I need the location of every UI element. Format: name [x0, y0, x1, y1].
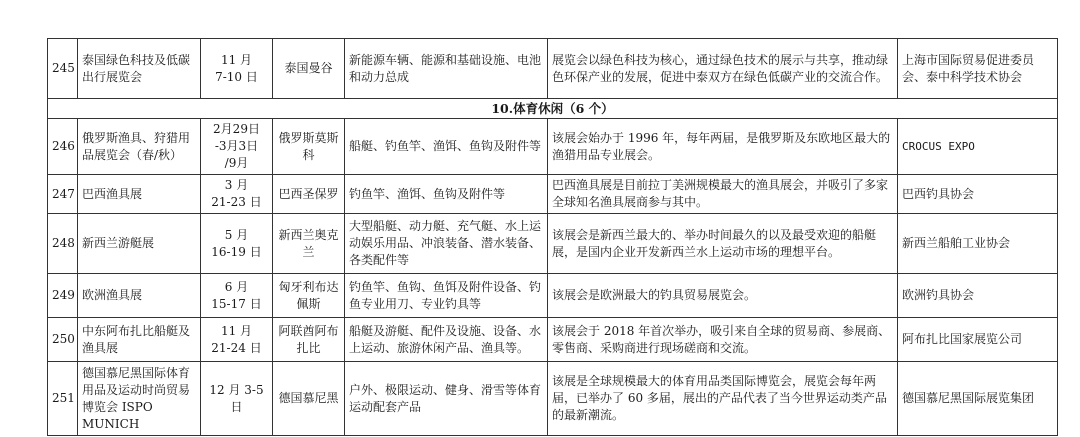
exhibition-place: 匈牙利布达佩斯: [273, 274, 345, 318]
exhibition-place: 新西兰奥克兰: [273, 214, 345, 274]
exhibition-intro: 展览会以绿色科技为核心，通过绿色技术的展示与共享，推动绿色环保产业的发展，促进中泰双方在绿色低碳产业的交流合作。: [548, 39, 898, 99]
exhibition-name: 泰国绿色科技及低碳出行展览会: [78, 39, 201, 99]
exhibition-date: 11 月 21-24 日: [201, 318, 273, 362]
exhibition-organizer: 欧洲钓具协会: [898, 274, 1058, 318]
exhibition-name: 俄罗斯渔具、狩猎用品展览会（春/秋）: [78, 119, 201, 175]
row-number: 249: [48, 274, 78, 318]
exhibition-date: 12 月 3-5 日: [201, 362, 273, 436]
exhibition-scope: 钓鱼竿、渔饵、鱼钩及附件等: [345, 175, 548, 214]
exhibition-intro: 该展会是欧洲最大的钓具贸易展览会。: [548, 274, 898, 318]
exhibition-date: 3 月 21-23 日: [201, 175, 273, 214]
row-number: 248: [48, 214, 78, 274]
exhibition-place: 俄罗斯莫斯科: [273, 119, 345, 175]
section-row: [48, 99, 1058, 119]
exhibition-scope: 船艇、钓鱼竿、渔饵、鱼钩及附件等: [345, 119, 548, 175]
exhibition-organizer: 上海市国际贸易促进委员会、泰中科学技术协会: [898, 39, 1058, 99]
exhibition-place: 巴西圣保罗: [273, 175, 345, 214]
exhibition-organizer: 德国慕尼黑国际展览集团: [898, 362, 1058, 436]
exhibition-scope: 钓鱼竿、鱼钩、鱼饵及附件设备、钓鱼专业用刀、专业钓具等: [345, 274, 548, 318]
table-row: [48, 175, 1058, 214]
exhibition-date: 5 月 16-19 日: [201, 214, 273, 274]
table-row: [48, 214, 1058, 274]
exhibition-intro: 巴西渔具展是目前拉丁美洲规模最大的渔具展会，并吸引了多家全球知名渔具展商参与其中。: [548, 175, 898, 214]
exhibition-scope: 船艇及游艇、配件及设施、设备、水上运动、旅游休闲产品、渔具等。: [345, 318, 548, 362]
row-number: 245: [48, 39, 78, 99]
exhibition-name: 巴西渔具展: [78, 175, 201, 214]
exhibition-name: 新西兰游艇展: [78, 214, 201, 274]
table-row: [48, 39, 1058, 99]
exhibition-scope: 户外、极限运动、健身、滑雪等体育运动配套产品: [345, 362, 548, 436]
table-row: [48, 274, 1058, 318]
exhibition-date: 2月29日 -3月3日 /9月: [201, 119, 273, 175]
exhibition-organizer: 巴西钓具协会: [898, 175, 1058, 214]
exhibition-date: 11 月 7-10 日: [201, 39, 273, 99]
exhibition-organizer: 阿布扎比国家展览公司: [898, 318, 1058, 362]
exhibition-organizer: CROCUS EXPO: [898, 119, 1058, 175]
table-row: [48, 119, 1058, 175]
exhibition-scope: 大型船艇、动力艇、充气艇、水上运动娱乐用品、冲浪装备、潜水装备、各类配件等: [345, 214, 548, 274]
exhibition-scope: 新能源车辆、能源和基础设施、电池和动力总成: [345, 39, 548, 99]
exhibition-organizer: 新西兰船舶工业协会: [898, 214, 1058, 274]
exhibition-intro: 该展会始办于 1996 年，每年两届，是俄罗斯及东欧地区最大的渔猎用品专业展会。: [548, 119, 898, 175]
exhibition-table: [47, 38, 1058, 436]
table-row: [48, 362, 1058, 436]
row-number: 246: [48, 119, 78, 175]
exhibition-intro: 该展会是新西兰最大的、举办时间最久的以及最受欢迎的船艇展，是国内企业开发新西兰水上运动市场的理想平台。: [548, 214, 898, 274]
exhibition-place: 德国慕尼黑: [273, 362, 345, 436]
exhibition-intro: 该展是全球规模最大的体育用品类国际博览会，展览会每年两届，已举办了 60 多届，展出的产品代表了当今世界运动类产品的最新潮流。: [548, 362, 898, 436]
exhibition-name: 德国慕尼黑国际体育用品及运动时尚贸易博览会 ISPO MUNICH: [78, 362, 201, 436]
exhibition-name: 中东阿布扎比船艇及渔具展: [78, 318, 201, 362]
exhibition-intro: 该展会于 2018 年首次举办，吸引来自全球的贸易商、参展商、零售商、采购商进行现场磋商和交流。: [548, 318, 898, 362]
row-number: 251: [48, 362, 78, 436]
exhibition-date: 6 月 15-17 日: [201, 274, 273, 318]
exhibition-place: 阿联酋阿布扎比: [273, 318, 345, 362]
row-number: 250: [48, 318, 78, 362]
exhibition-name: 欧洲渔具展: [78, 274, 201, 318]
section-title: 10.体育休闲（6 个）: [48, 99, 1058, 119]
table-row: [48, 318, 1058, 362]
exhibition-place: 泰国曼谷: [273, 39, 345, 99]
row-number: 247: [48, 175, 78, 214]
